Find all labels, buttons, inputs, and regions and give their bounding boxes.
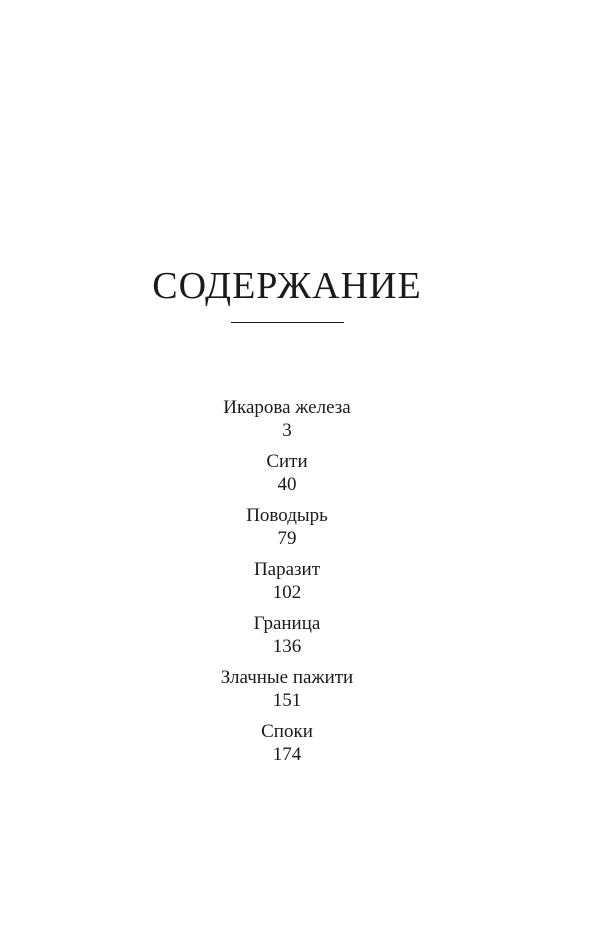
toc-entry-page-number: 174	[272, 744, 302, 765]
toc-entry-page-number: 79	[277, 528, 297, 549]
toc-entry	[0, 504, 574, 558]
toc-entry-title: Споки	[261, 721, 313, 742]
toc-entry	[0, 450, 574, 504]
title-divider	[231, 322, 344, 323]
toc-entry	[0, 612, 574, 666]
toc-entry-page-number: 40	[277, 474, 297, 495]
toc-entry	[0, 558, 574, 612]
toc-entry-page-number: 3	[282, 420, 292, 441]
toc-entry-title: Злачные пажити	[220, 667, 354, 688]
toc-entry-title: Поводырь	[246, 505, 328, 526]
toc-entry-title: Икарова железа	[223, 397, 351, 418]
toc-entry	[0, 720, 574, 774]
toc-entry	[0, 666, 574, 720]
toc-entry	[0, 396, 574, 450]
toc-entry-page-number: 136	[272, 636, 302, 657]
table-of-contents	[0, 396, 574, 774]
toc-entry-title: Граница	[253, 613, 321, 634]
toc-entry-page-number: 102	[272, 582, 302, 603]
toc-entry-title: Паразит	[253, 559, 321, 580]
toc-entry-page-number: 151	[272, 690, 302, 711]
toc-entry-title: Сити	[266, 451, 308, 472]
page-title: СОДЕРЖАНИЕ	[152, 265, 422, 307]
